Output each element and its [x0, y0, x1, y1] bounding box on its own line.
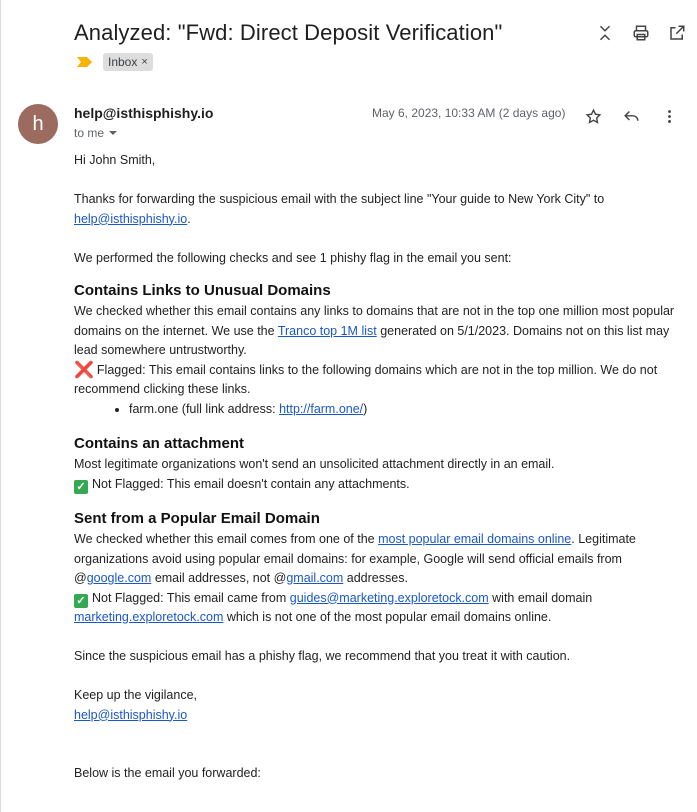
more-options-icon[interactable] [659, 105, 679, 127]
google-link[interactable]: google.com [86, 571, 152, 585]
flagged-x-icon: ❌ [74, 361, 94, 379]
signoff-email-link[interactable]: help@isthisphishy.io [74, 707, 188, 722]
sender-domain-link[interactable]: marketing.exploretock.com [74, 610, 224, 624]
greeting: Hi John Smith, [74, 153, 156, 167]
intro-email-link[interactable]: help@isthisphishy.io [74, 211, 188, 226]
tranco-link[interactable]: Tranco top 1M list [277, 323, 377, 338]
collapse-all-icon[interactable] [595, 22, 615, 44]
signoff: Keep up the vigilance, [74, 688, 198, 702]
section-heading-attachment: Contains an attachment [74, 435, 245, 452]
email-subject: Analyzed: "Fwd: Direct Deposit Verification" [74, 20, 503, 45]
attachment-description: Most legitimate organizations won't send an unsolicited attachment directly in an email. [74, 457, 555, 471]
label-row [77, 53, 153, 71]
star-icon[interactable] [583, 105, 603, 127]
list-item: • farm.one (full link address: http://farm.one/) [129, 400, 682, 420]
domain-flag: ✓ Not Flagged: This email came from guides@marketing.exploretock.com with email domain marketing.exploretock.com which is not one of the most popular email domains online. [74, 590, 593, 624]
links-flag: ❌ Flagged: This email contains links to the following domains which are not in the top million. We do not recommend clicking these links. [74, 361, 658, 396]
domain-description: We checked whether this email comes from one of the most popular email domains online. Legitimate organizations avoid using popular email domains: for example, Google will send official emails from @google.com email addresses, not @gmail.com addresses. [74, 532, 636, 585]
reply-icon[interactable] [621, 105, 641, 127]
links-description: We checked whether this email contains any links to domains that are not in the top one million most popular domains on the internet. We use the Tranco top 1M list generated on 5/1/2023. Domains not on this list may lead somewhere untrustworthy. [74, 304, 675, 357]
gmail-link[interactable]: gmail.com [286, 571, 344, 585]
inbox-label-text: Inbox [108, 55, 138, 69]
message-toolbar [583, 105, 679, 127]
conclusion: Since the suspicious email has a phishy flag, we recommend that you treat it with caution. [74, 649, 571, 663]
section-heading-links: Contains Links to Unusual Domains [74, 282, 331, 299]
check-mark-icon: ✓ [74, 480, 88, 494]
flagged-domain-list [74, 400, 682, 420]
section-heading-domain: Sent from a Popular Email Domain [74, 510, 320, 527]
recipient-toggle[interactable] [74, 126, 118, 140]
chevron-down-icon[interactable] [108, 128, 118, 138]
open-new-window-icon[interactable] [667, 22, 687, 44]
checks-intro: We performed the following checks and see 1 phishy flag in the email you sent: [74, 250, 512, 265]
email-body [74, 151, 682, 784]
sender-email-link[interactable]: guides@marketing.exploretock.com [289, 590, 489, 605]
forwarded-note: Below is the email you forwarded: [74, 766, 261, 780]
popular-domains-link[interactable]: most popular email domains online [378, 532, 572, 546]
message-date: May 6, 2023, 10:33 AM (2 days ago) [372, 106, 566, 120]
avatar[interactable]: h [18, 104, 58, 144]
inbox-label-chip [103, 53, 153, 71]
print-icon[interactable] [631, 22, 651, 44]
sender-address[interactable]: help@isthisphishy.io [74, 105, 214, 121]
attachment-flag: ✓ Not Flagged: This email doesn't contain any attachments. [74, 475, 682, 495]
importance-marker-icon[interactable] [77, 57, 93, 67]
header-toolbar [595, 22, 687, 44]
check-mark-icon: ✓ [74, 594, 88, 608]
remove-label-icon[interactable]: × [141, 56, 148, 68]
recipient-text: to me [74, 126, 105, 140]
intro-paragraph: Thanks for forwarding the suspicious email with the subject line "Your guide to New York City" to help@isthisphishy.io. [74, 192, 605, 226]
flagged-domain-link[interactable]: http://farm.one/ [279, 401, 364, 416]
